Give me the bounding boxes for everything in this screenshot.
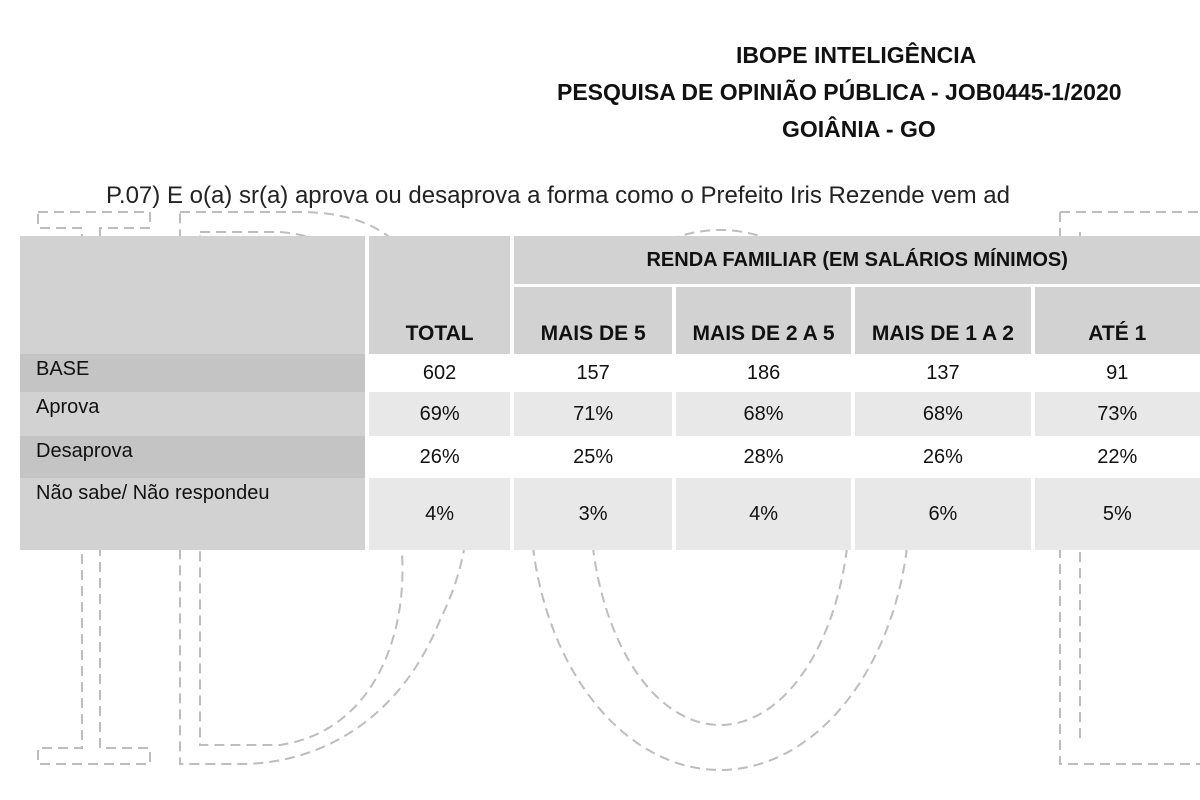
col-header-ate-1: ATÉ 1 — [1031, 284, 1200, 354]
cell-value: 602 — [365, 354, 511, 392]
header-survey-title: PESQUISA DE OPINIÃO PÚBLICA - JOB0445-1/2020 — [557, 79, 1122, 105]
header-location: GOIÂNIA - GO — [782, 116, 936, 142]
cell-value: 69% — [365, 392, 511, 436]
col-header-total: TOTAL — [365, 236, 511, 354]
cell-value: 91 — [1031, 354, 1200, 392]
col-header-mais-de-2-a-5: MAIS DE 2 A 5 — [672, 284, 851, 354]
row-label-aprova: Aprova — [20, 392, 365, 436]
group-header-renda: RENDA FAMILIAR (EM SALÁRIOS MÍNIMOS) — [510, 236, 1200, 284]
cell-value: 73% — [1031, 392, 1200, 436]
cell-value: 68% — [672, 392, 851, 436]
table-row — [20, 354, 1200, 392]
cell-value: 68% — [851, 392, 1030, 436]
results-table — [20, 236, 1200, 550]
cell-value: 186 — [672, 354, 851, 392]
table-row — [20, 436, 1200, 478]
corner-cell — [20, 236, 365, 354]
question-text: P.07) E o(a) sr(a) aprova ou desaprova a forma como o Prefeito Iris Rezende vem ad — [106, 182, 1010, 209]
cell-value: 26% — [851, 436, 1030, 478]
cell-value: 137 — [851, 354, 1030, 392]
col-header-mais-de-5: MAIS DE 5 — [510, 284, 671, 354]
table-row — [20, 478, 1200, 550]
cell-value: 25% — [510, 436, 671, 478]
cell-value: 5% — [1031, 478, 1200, 550]
cell-value: 4% — [365, 478, 511, 550]
cell-value: 22% — [1031, 436, 1200, 478]
cell-value: 157 — [510, 354, 671, 392]
table-row — [20, 392, 1200, 436]
cell-value: 71% — [510, 392, 671, 436]
header-company: IBOPE INTELIGÊNCIA — [736, 42, 977, 68]
cell-value: 26% — [365, 436, 511, 478]
row-label-base: BASE — [20, 354, 365, 392]
row-label-desaprova: Desaprova — [20, 436, 365, 478]
cell-value: 3% — [510, 478, 671, 550]
cell-value: 4% — [672, 478, 851, 550]
cell-value: 28% — [672, 436, 851, 478]
row-label-nao-sabe: Não sabe/ Não respondeu — [20, 478, 365, 550]
col-header-mais-de-1-a-2: MAIS DE 1 A 2 — [851, 284, 1030, 354]
cell-value: 6% — [851, 478, 1030, 550]
